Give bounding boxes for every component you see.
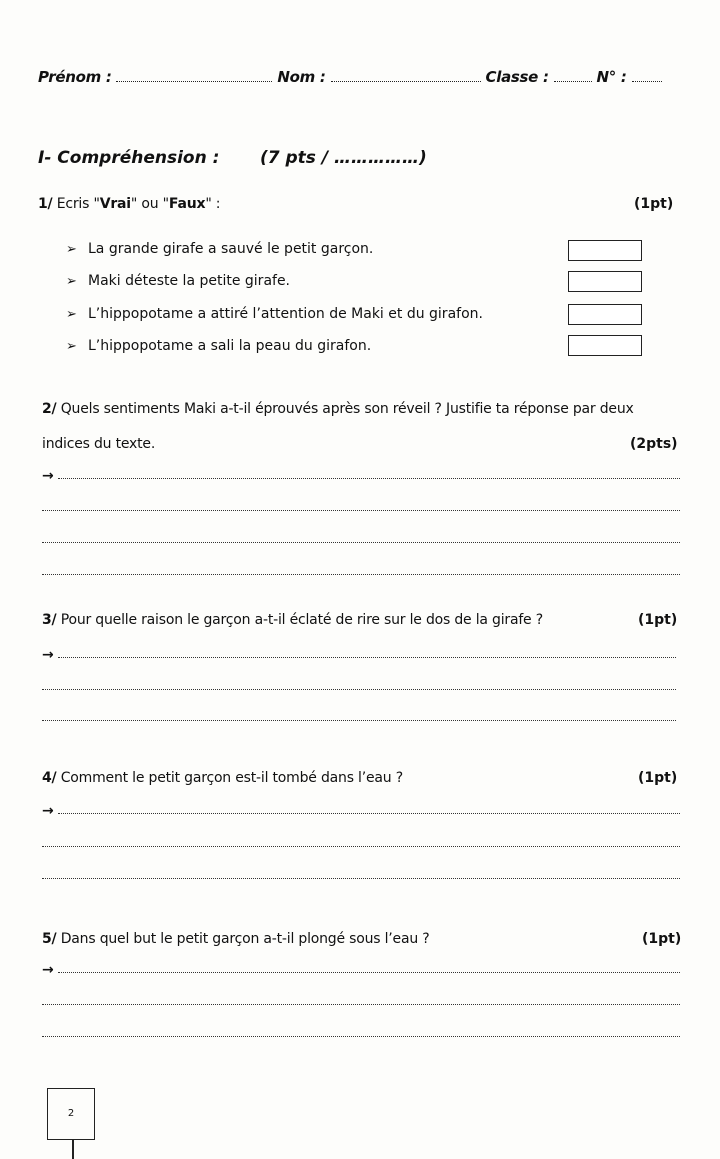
faux-word: Faux [168, 196, 206, 212]
list-item [66, 338, 371, 354]
divider [72, 1139, 74, 1159]
arrow-icon: → [42, 962, 54, 978]
q-text: Comment le petit garçon est-il tombé dans l’eau ? [56, 770, 403, 786]
statement: L’hippopotame a attiré l’attention de Maki et du girafon. [88, 306, 483, 322]
question-number: 3/ [42, 612, 57, 628]
question-4 [42, 770, 403, 786]
bullet-arrow-icon: ➢ [66, 242, 77, 257]
answer-line[interactable] [42, 720, 676, 721]
bullet-arrow-icon: ➢ [66, 274, 77, 289]
prenom-field[interactable] [116, 69, 272, 82]
answer-line[interactable] [42, 1036, 680, 1037]
page-number: 2 [47, 1088, 95, 1140]
points: (2pts) [630, 436, 678, 452]
question-number: 5/ [42, 931, 57, 947]
nom-label: Nom : [277, 68, 326, 86]
answer-line[interactable] [42, 878, 680, 879]
points: (1pt) [634, 196, 674, 212]
question-number: 4/ [42, 770, 57, 786]
question-1 [38, 196, 220, 212]
answer-line[interactable] [58, 972, 680, 973]
student-info-header [38, 68, 662, 86]
answer-box[interactable] [568, 304, 642, 325]
answer-line[interactable] [58, 813, 680, 814]
section-score: (7 pts / ……………) [260, 148, 427, 168]
question-number: 1/ [38, 196, 53, 212]
bullet-arrow-icon: ➢ [66, 307, 77, 322]
answer-line[interactable] [42, 542, 680, 543]
question-2 [42, 401, 634, 417]
classe-label: Classe : [485, 68, 549, 86]
answer-line[interactable] [42, 510, 680, 511]
list-item [66, 273, 290, 289]
answer-box[interactable] [568, 271, 642, 292]
q-text: Quels sentiments Maki a-t-il éprouvés après son réveil ? Justifie ta réponse par deux [56, 401, 634, 417]
q-text: Ecris " [52, 196, 100, 212]
question-3 [42, 612, 543, 628]
answer-line[interactable] [42, 689, 676, 690]
vrai-word: Vrai [99, 196, 131, 212]
classe-field[interactable] [554, 69, 592, 82]
arrow-icon: → [42, 803, 54, 819]
numero-label: N° : [596, 68, 627, 86]
arrow-icon: → [42, 647, 54, 663]
q-text: Pour quelle raison le garçon a-t-il éclaté de rire sur le dos de la girafe ? [56, 612, 543, 628]
numero-field[interactable] [632, 69, 662, 82]
nom-field[interactable] [331, 69, 481, 82]
statement: L’hippopotame a sali la peau du girafon. [88, 338, 372, 354]
answer-line[interactable] [42, 846, 680, 847]
q-text: Dans quel but le petit garçon a-t-il plongé sous l’eau ? [56, 931, 430, 947]
question-5 [42, 931, 430, 947]
statement: La grande girafe a sauvé le petit garçon. [88, 241, 374, 257]
question-number: 2/ [42, 401, 57, 417]
answer-line[interactable] [42, 574, 680, 575]
answer-line[interactable] [42, 1004, 680, 1005]
list-item [66, 241, 373, 257]
points: (1pt) [642, 931, 682, 947]
list-item [66, 306, 483, 322]
statement: Maki déteste la petite girafe. [88, 273, 291, 289]
q-text: " ou " [130, 196, 169, 212]
prenom-label: Prénom : [38, 68, 112, 86]
points: (1pt) [638, 612, 678, 628]
points: (1pt) [638, 770, 678, 786]
answer-line[interactable] [58, 657, 676, 658]
section-title: I- Compréhension : [38, 148, 220, 168]
q-text: indices du texte. [42, 436, 156, 452]
answer-box[interactable] [568, 240, 642, 261]
answer-box[interactable] [568, 335, 642, 356]
q-text: " : [205, 196, 221, 212]
arrow-icon: → [42, 468, 54, 484]
answer-line[interactable] [58, 478, 680, 479]
bullet-arrow-icon: ➢ [66, 339, 77, 354]
